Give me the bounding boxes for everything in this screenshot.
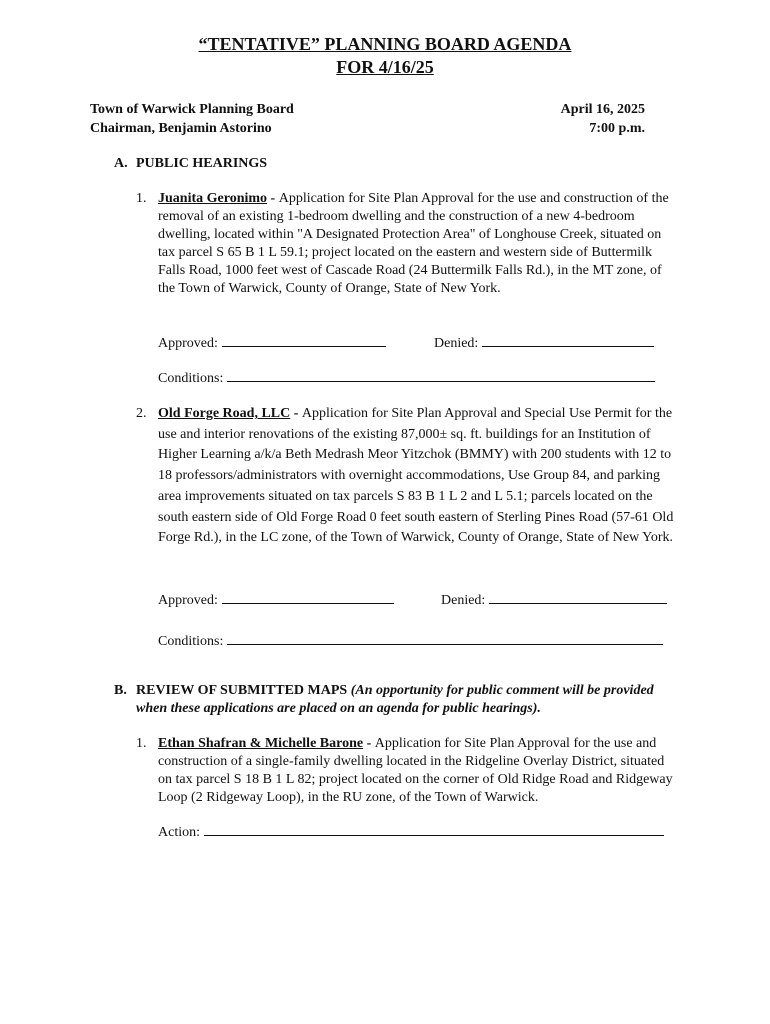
conditions-label: Conditions: [158, 634, 224, 649]
approved-label: Approved: [158, 593, 218, 608]
applicant-name: Juanita Geronimo [158, 191, 268, 206]
denied-label: Denied: [441, 593, 486, 608]
conditions-field-a2[interactable] [158, 632, 663, 651]
section-a-title: PUBLIC HEARINGS [136, 156, 268, 171]
item-number: 1. [136, 191, 147, 206]
applicant-name: Ethan Shafran & Michelle Barone [158, 736, 364, 751]
denied-field-a1[interactable] [434, 334, 654, 353]
item-description: Application for Site Plan Approval for the use and construction of a single-family dwelling located in the Ridgeline Overlay District, situated on tax parcel S 18 B 1 L 82; project located on the corner of Old Ridge Road and Ridgeway Loop (2 Ridgeway Loop), in the RU zone, of the Town of Warwick. [158, 736, 673, 805]
section-a-heading [114, 155, 267, 173]
item-separator: - [267, 191, 279, 206]
section-b-heading [114, 682, 676, 718]
action-line[interactable] [204, 823, 664, 836]
approved-field-a1[interactable] [158, 334, 386, 353]
section-b-letter: B. [114, 683, 127, 698]
section-b-title: REVIEW OF SUBMITTED MAPS [136, 683, 348, 698]
meeting-date: April 16, 2025 [560, 102, 645, 117]
agenda-date-title: FOR 4/16/25 [336, 57, 434, 77]
denied-line[interactable] [489, 591, 667, 604]
applicant-name: Old Forge Road, LLC [158, 406, 291, 421]
approved-label: Approved: [158, 336, 218, 351]
conditions-label: Conditions: [158, 371, 224, 386]
section-b-note: (An opportunity for public comment will be provided when these applications are placed on an agenda for public hearings). [136, 683, 654, 716]
agenda-title: “TENTATIVE” PLANNING BOARD AGENDA [198, 34, 572, 54]
action-field-b1[interactable] [158, 823, 664, 842]
conditions-line[interactable] [227, 632, 663, 645]
item-description: Application for Site Plan Approval and Special Use Permit for the use and interior renovations of the existing 87,000± sq. ft. buildings for an Institution of Higher Learning a/k/a Beth Medrash Meor Yitzchok (BMMY) with 200 students with 12 to 18 professors/administrators with overnight accommodations, Use Group 84, and parking area improvements situated on tax parcels S 83 B 1 L 2 and L 5.1; parcels located on the south eastern side of Old Forge Road 0 feet south eastern of Sterling Pines Road (57-61 Old Forge Rd.), in the LC zone, of the Town of Warwick, County of Orange, State of New York. [158, 406, 674, 546]
denied-line[interactable] [482, 334, 654, 347]
item-separator: - [363, 736, 375, 751]
action-label: Action: [158, 825, 200, 840]
item-number: 1. [136, 736, 147, 751]
conditions-field-a1[interactable] [158, 369, 655, 388]
item-number: 2. [136, 406, 147, 421]
agenda-item-a1 [136, 190, 676, 298]
chairman-name: Chairman, Benjamin Astorino [90, 121, 272, 136]
meeting-time: 7:00 p.m. [589, 121, 645, 136]
approved-line[interactable] [222, 591, 394, 604]
section-a-letter: A. [114, 156, 128, 171]
item-separator: - [290, 406, 302, 421]
approved-field-a2[interactable] [158, 591, 394, 610]
board-name: Town of Warwick Planning Board [90, 102, 294, 117]
agenda-item-a2 [136, 404, 682, 549]
agenda-item-b1 [136, 735, 678, 807]
item-description: Application for Site Plan Approval for the use and construction of the removal of an existing 1-bedroom dwelling and the construction of a new 4-bedroom dwelling, located within "A Designated Protection Area" of Longhouse Creek, situated on tax parcel S 65 B 1 L 59.1; project located on the eastern and western side of Buttermilk Falls Road, 1000 feet west of Cascade Road (24 Buttermilk Falls Rd.), in the MT zone, of the Town of Warwick, County of Orange, State of New York. [158, 191, 669, 296]
denied-field-a2[interactable] [441, 591, 667, 610]
conditions-line[interactable] [227, 369, 655, 382]
approved-line[interactable] [222, 334, 386, 347]
denied-label: Denied: [434, 336, 479, 351]
